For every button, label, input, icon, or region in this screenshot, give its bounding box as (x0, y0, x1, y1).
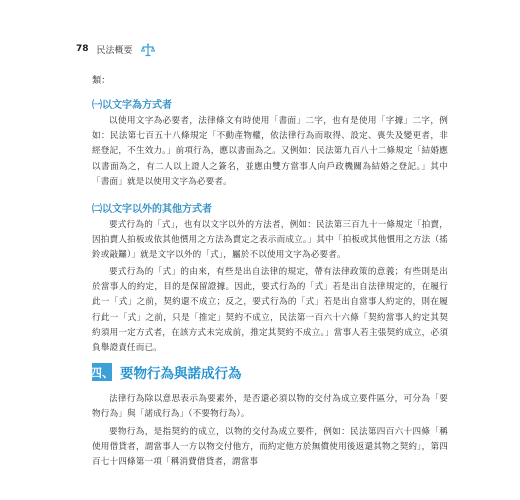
subheading-written-form: ㈠以文字為方式者 (92, 100, 172, 111)
paragraph-other-form-2: 要式行為的「式」的由來，有些是出自法律的規定，帶有法律政策的意義；有些則是出於當事人的約定，目的是保留證據。因此，要式行為的「式」若是出自法律規定的，在履行此一「式」之前，契約還不成立；反之，要式行為的「式」若是出自當事人約定的，則在履行此一「式」之前，只是「推定」契約不成立，民法第一百六十六條「契約當事人約定其契約須用一定方式者，在該方式未完成前，推定其契約不成立。」當事人若主張契約成立，必須負舉證責任而已。 (92, 267, 448, 354)
paragraph-other-form-1: 要式行為的「式」，也有以文字以外的方法者，例如：民法第三百九十一條規定「拍賣，因拍賣人拍板或依其他慣用之方法為賣定之表示而成立。」其中「拍板或其他慣用之方法（搖鈴或敲鑼）」就是文字以外的「式」，屬於不以使用文字為必要者。 (92, 220, 448, 261)
running-title: 民法概要 (96, 45, 133, 56)
section-title: 要物行為與諾成行為 (120, 366, 242, 382)
section-heading (92, 362, 242, 382)
scales-of-justice-icon (141, 42, 155, 56)
section-number-badge: 四、 (92, 363, 112, 381)
page-header (76, 40, 155, 58)
lead-text: 類： (92, 75, 111, 86)
paragraph-section4-2: 要物行為，是指契約的成立，以物的交付為成立要件，例如：民法第四百六十四條「稱使用借貸者，謂當事人一方以物交付他方，而約定他方於無償使用後返還其物之契約」，第四百七十四條第一項「稱消費借貸者，謂當事 (92, 427, 448, 468)
paragraph-written-form: 以使用文字為必要者，法律條文有時使用「書面」二字，也有是使用「字據」二字，例如：民法第七百五十八條規定「不動產物權，依法律行為而取得、設定、喪失及變更者，非經登記，不生效力。」前項行為，應以書面為之。又例如：民法第九百八十二條規定「結婚應以書面為之，有二人以上證人之簽名，並應由雙方當事人向戶政機關為結婚之登記。」其中「書面」就是以使用文字為必要者。 (92, 116, 448, 187)
page-number: 78 (76, 44, 89, 54)
subheading-other-form: ㈡以文字以外的其他方式者 (92, 204, 212, 215)
paragraph-section4-1: 法律行為除以意思表示為要素外，是否還必須以物的交付為成立要件區分，可分為「要物行為」與「諾成行為」（不要物行為）。 (92, 394, 448, 420)
